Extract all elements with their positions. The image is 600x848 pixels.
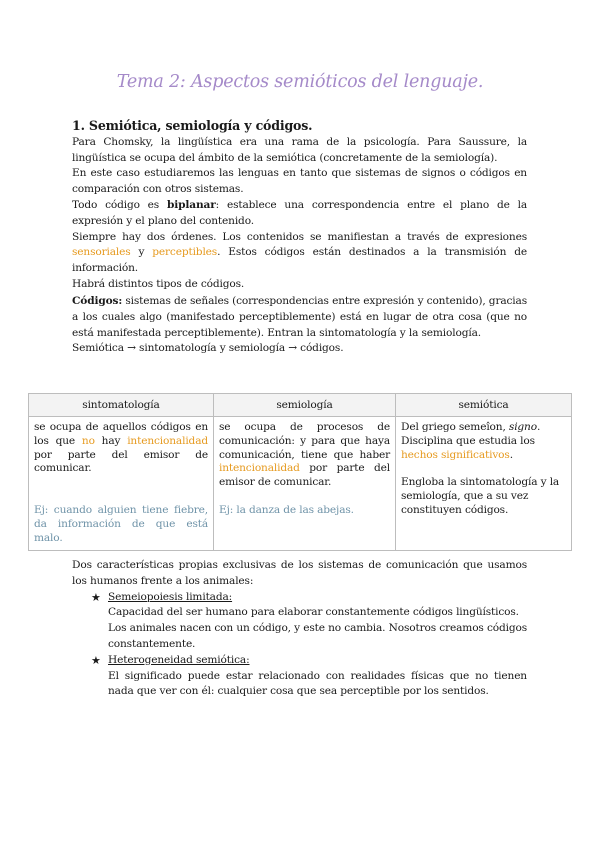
paragraph-chomsky: Para Chomsky, la lingüística era una rama de la psicología. Para Saussure, la lingüística se ocupa del ámbito de la semiótica (concretamente de la semiología). [72, 135, 527, 164]
comparison-table [28, 393, 572, 551]
term-biplanar: biplanar [166, 198, 216, 211]
paragraph-lenguas: En este caso estudiaremos las lenguas en tanto que sistemas de signos o códigos en comparación con otros sistemas. [72, 167, 527, 196]
paragraph-tipos: Habrá distintos tipos de códigos. [72, 277, 245, 290]
star-icon: ★ [91, 653, 101, 667]
term-codigos: Códigos: [72, 295, 123, 307]
example-fiebre: Ej: cuando alguien tiene fiebre, da información de que está malo. [34, 504, 208, 544]
characteristics-list [72, 590, 527, 701]
highlight-sensoriales: sensoriales [72, 246, 131, 259]
cell-semiotica: Del griego semeîon, signo. Disciplina que estudia los hechos significativos. Engloba la sintomatología y la semiología, que a su vez constituyen códigos. [396, 417, 572, 551]
section-caracteristicas [72, 558, 527, 700]
document-title: Tema 2: Aspectos semióticos del lenguaje. [116, 72, 484, 92]
cell-semiologia: se ocupa de procesos de comunicación: y para que haya comunicación, tiene que haber intencionalidad por parte del emisor de comunicar. Ej: la danza de las abejas. [214, 417, 396, 551]
paragraph-codigos-definition: Códigos: sistemas de señales (correspondencias entre expresión y contenido), gracias a los cuales algo (manifestado perceptiblemente) está en lugar de otra cosa (que no está manifestada perceptiblemente). Entran la sintomatología y la semiología. [72, 295, 527, 339]
item-title: Heterogeneidad semiótica: [108, 653, 250, 666]
paragraph-intro: Dos características propias exclusivas de los sistemas de comunicación que usamos los humanos frente a los animales: [72, 559, 527, 587]
paragraph-ordenes: Siempre hay dos órdenes. Los contenidos se manifiestan a través de expresiones sensoriales y perceptibles. Estos códigos están destinados a la transmisión de información. [72, 230, 527, 275]
section-semiotica [72, 118, 527, 293]
cell-sintomatologia: se ocupa de aquellos códigos en los que no hay intencionalidad por parte del emisor de comunicar. Ej: cuando alguien tiene fiebre, da información de que está malo. [29, 417, 214, 551]
table-header-row [29, 394, 572, 417]
header-semiotica: semiótica [396, 394, 572, 417]
header-sintomatologia: sintomatología [29, 394, 214, 417]
table-row [29, 417, 572, 551]
paragraph-biplanar: Todo código es biplanar: establece una correspondencia entre el plano de la expresión y el plano del contenido. [72, 198, 528, 227]
item-title: Semeiopoiesis limitada: [108, 590, 233, 603]
example-abejas: Ej: la danza de las abejas. [219, 503, 354, 516]
list-item: ★ Heterogeneidad semiótica: El significado puede estar relacionado con realidades físicas que no tienen nada que ver con él: cualquier cosa que sea perceptible por los sentidos. [91, 653, 527, 698]
list-item: ★ Semeiopoiesis limitada: Capacidad del ser humano para elaborar constantemente códigos lingüísticos. Los animales nacen con un código, y este no cambia. Nosotros creamos códigos constantemente. [91, 590, 527, 650]
section-codigos [72, 294, 527, 357]
highlight-perceptibles: perceptibles [152, 246, 218, 259]
section-heading: 1. Semiótica, semiología y códigos. [72, 118, 313, 133]
star-icon: ★ [91, 590, 101, 604]
header-semiologia: semiología [214, 394, 396, 417]
paragraph-chain: Semiótica → sintomatología y semiología → códigos. [72, 342, 344, 355]
semiotica-engloba: Engloba la sintomatología y la semiología, que a su vez constituyen códigos. [401, 476, 560, 516]
